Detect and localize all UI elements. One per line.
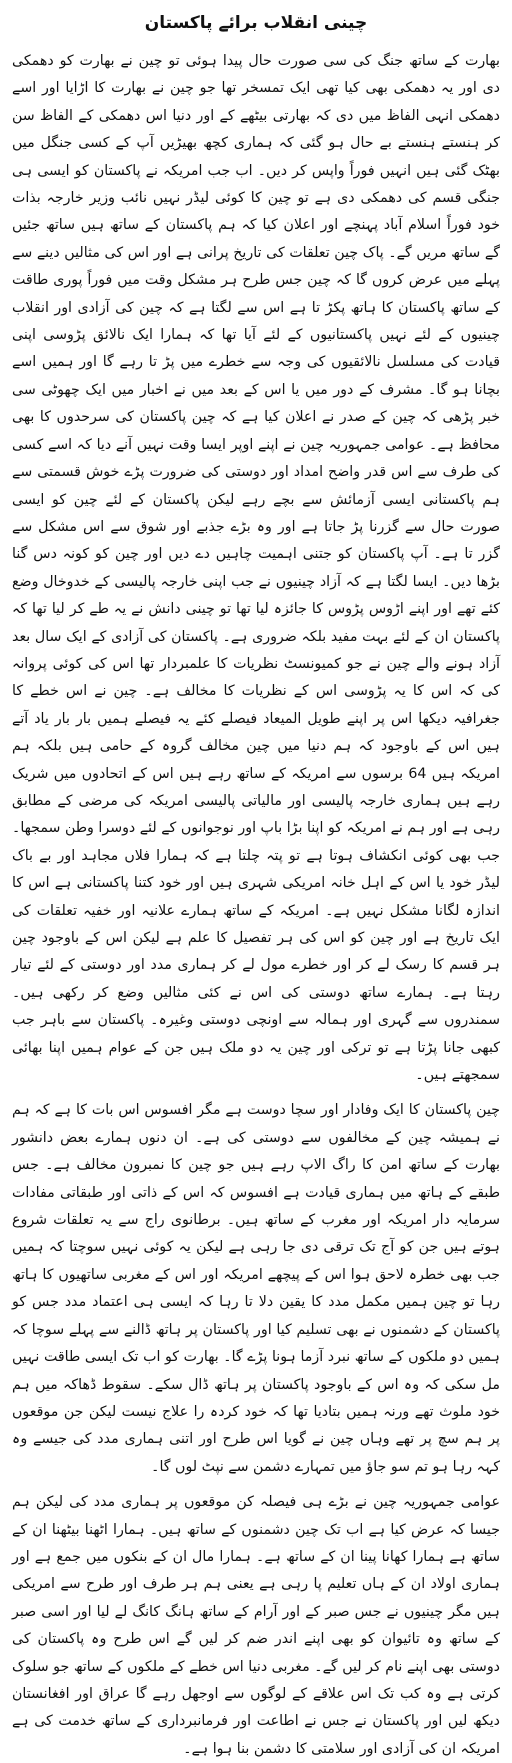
paragraph-2: چین پاکستان کا ایک وفادار اور سچا دوست ہے مگر افسوس اس بات کا ہے کہ ہم نے ہمیشہ چین کے مخالفوں سے دوستی کی ہے۔ ان دنوں ہمارے بعض دانشور بھارت کے ساتھ امن کا راگ الاپ رہے ہیں جو چین کا نمبرون مخالف ہے۔ جس طبقے کے ہاتھ میں ہماری قیادت ہے افسوس کہ اس کے ذاتی اور طبقاتی مفادات سرمایہ دار امریکہ اور مغرب کے ساتھ ہیں۔ برطانوی راج سے یہ تعلقات شروع ہوتے ہیں جن کو آج تک ترقی دی جا رہی ہے لیکن یہ کوئی نہیں سوچتا کہ ہمیں جب بھی خطرہ لاحق ہوا اس کے پیچھے امریکہ اور اس کے مغربی ساتھیوں کا ہاتھ رہا تو چین ہمیں مکمل مدد کا یقین دلا تا رہا کہ ایسی ہی اعتماد مدد جس کو پاکستان کے دشمنوں نے بھی تسلیم کیا اور پاکستان پر ہاتھ ڈالنے سے پہلے سوچا کہ ہمیں دو ملکوں کے ساتھ نبرد آزما ہونا پڑے گا۔ بھارت کو اب تک ایسی طاقت نہیں مل سکی کہ وہ اس کے باوجود پاکستان پر ہاتھ ڈال سکے۔ سقوط ڈھاکہ میں ہم خود ملوث تھے ورنہ ہمیں بتادیا تھا کہ خود کردہ را علاج نیست لیکن جن موقعوں پر ہم سچ پر تھے وہاں چین نے گویا اس طرح اور اتنی ہماری مدد کی جیسے وہ کہہ رہا ہو تم سو جاؤ میں تمہارے دشمن سے نپٹ لوں گا۔: [12, 1102, 500, 1475]
paragraph-3: عوامی جمہوریہ چین نے بڑے ہی فیصلہ کن موقعوں پر ہماری مدد کی لیکن ہم جیسا کہ عرض کیا ہے اب تک چین دشمنوں کے ساتھ ہیں۔ ہمارا اٹھنا بیٹھنا ان کے ساتھ ہے ہمارا کھانا پینا ان کے ساتھ ہے۔ ہمارا مال ان کے بنکوں میں جمع ہے اور ہماری اولاد ان کے ہاں تعلیم پا رہی ہے یعنی ہم ہر طرف اور طرح سے امریکی ہیں مگر چینیوں نے جس صبر کے اور آرام کے ساتھ ہانگ کانگ لے لیا اور اسی صبر کے ساتھ وہ تائیوان کو بھی اپنے اندر ضم کر لیں گے اس طرح وہ پاکستان کی دوستی بھی اپنے نام کر لیں گے۔ مغربی دنیا اس خطے کے ملکوں کے ساتھ جو سلوک کرتی ہے وہ کب تک اس علاقے کے لوگوں سے اوجھل رہے گا عراق اور افغانستان دیکھ لیں اور پاکستان نے جس نے اطاعت اور فرمانبرداری کے ساتھ خدمت کی ہے امریکہ ان کی آزادی اور سلامتی کا دشمن بنا ہوا ہے۔: [12, 1494, 500, 1757]
column-title: چینی انقلاب برائے پاکستان: [144, 13, 368, 33]
paragraph-1: بھارت کے ساتھ جنگ کی سی صورت حال پیدا ہوئی تو چین نے بھارت کو دھمکی دی اور یہ دھمکی بھی کیا تھی ایک تمسخر تھا جو چین نے بھارت کا اڑایا اور اسے دھمکی انہی الفاظ میں دی کہ بھارتی بیٹھے کے اور دنیا اس دھمکی کے الفاظ سن کر ہنستے ہنستے بے حال ہو گئی کہ ہماری کچھ بھیڑیں آپ کے کسی جنگل میں بھٹک گئی ہیں انہیں فوراً واپس کر دیں۔ اب جب امریکہ نے پاکستان کو ایسی ہی جنگی قسم کی دھمکی دی ہے تو چین کا کوئی لیڈر نہیں نائب وزیر خارجہ بذات خود فوراً اسلام آباد پہنچے اور اعلان کیا کہ ہم پاکستان کے ساتھ ہیں ساتھ جئیں گے ساتھ مریں گے۔ پاک چین تعلقات کی تاریخ پرانی ہے اور اس کی مثالیں دینے سے پہلے میں عرض کروں گا کہ چین جس طرح ہر مشکل وقت میں فوراً پوری طاقت کے ساتھ پاکستان کا ہاتھ پکڑ تا ہے اس سے لگتا ہے کہ چین کی آزادی اور انقلاب چینیوں کے لئے نہیں پاکستانیوں کے لئے آیا تھا کہ ہمارا ایک نالائق پڑوسی اپنی قیادت کی مسلسل نالائقیوں کی وجہ سے خطرے میں پڑ تا رہے گا اور ہمیں اسے بچانا ہو گا۔ مشرف کے دور میں یا اس کے بعد میں نے اخبار میں ایک چھوٹی سی خبر پڑھی کہ چین کے صدر نے اعلان کیا ہے کہ چین پاکستان کی سرحدوں کا بھی محافظ ہے۔ عوامی جمہوریہ چین نے اپنے اوپر ایسا وقت نہیں آنے دیا کہ اسے کسی کی طرف سے اس قدر واضح امداد اور دوستی کی ضرورت پڑے خوش قسمتی سے ہم پاکستانی ایسی آزمائش سے بچے رہے لیکن پاکستان کے لئے چین کو ایسی صورت حال سے گزرنا پڑ جاتا ہے اور وہ بڑے جذبے اور شوق سے اس مشکل سے گزر تا ہے۔ آپ پاکستان کو جتنی اہمیت چاہیں دے دیں اور چین کو کونہ دس گنا بڑھا دیں۔ ایسا لگتا ہے کہ آزاد چینیوں نے جب اپنی خارجہ پالیسی کے خدوخال وضع کئے تھے اور اپنے اڑوس پڑوس کا جائزہ لیا تھا تو چینی دانش نے یہ طے کر لیا تھا کہ پاکستان ان کے لئے بہت مفید بلکہ ضروری ہے۔ پاکستان کی آزادی کے ایک سال بعد آزاد ہونے والے چین نے جو کمیونسٹ نظریات کا علمبردار تھا اس کی کوئی پروانہ کی کہ اس کا یہ پڑوسی اس کے نظریات کا مخالف ہے۔ چین نے اس خطے کا جغرافیہ دیکھا اس پر اپنے طویل المیعاد فیصلے کئے یہ فیصلے ہمیں بار بار یاد آتے ہیں اس کے باوجود کہ ہم دنیا میں چین مخالف گروہ کے حامی ہیں بلکہ ہم امریکہ ہیں 64 برسوں سے امریکہ کے ساتھ رہے ہیں اس کے اتحادوں میں شریک رہے ہیں ہماری خارجہ پالیسی اور مالیاتی پالیسی امریکہ کی مرضی کے مطابق رہی ہے اور ہم نے امریکہ کو اپنا بڑا باپ اور نوجوانوں کے لئے دوسرا وطن سمجھا۔ جب بھی کوئی انکشاف ہوتا ہے تو پتہ چلتا ہے کہ ہمارا فلاں مجاہد اور بے باک لیڈر خود یا اس کے اہل خانہ امریکی شہری ہیں اور خود کتنا پاکستانی ہے اس کا اندازہ لگانا مشکل نہیں ہے۔ امریکہ کے ساتھ ہمارے علانیہ اور خفیہ تعلقات کی ایک تاریخ ہے اور چین کو اس کی ہر تفصیل کا علم ہے لیکن اس کے باوجود چین ہر قسم کا رسک لے کر اور خطرے مول لے کر ہماری مدد اور دوستی کے لئے تیار رہتا ہے۔ ہمارے ساتھ دوستی کی اس نے کئی مثالیں وضع کر رکھی ہیں۔ سمندروں سے گہری اور ہمالہ سے اونچی دوستی وغیرہ۔ پاکستان سے باہر جب کبھی جانا پڑتا ہے تو ترکی اور چین یہ دو ملک ہیں جن کے عوام ہمیں اپنا بھائی سمجھتے ہیں۔: [12, 53, 500, 1084]
